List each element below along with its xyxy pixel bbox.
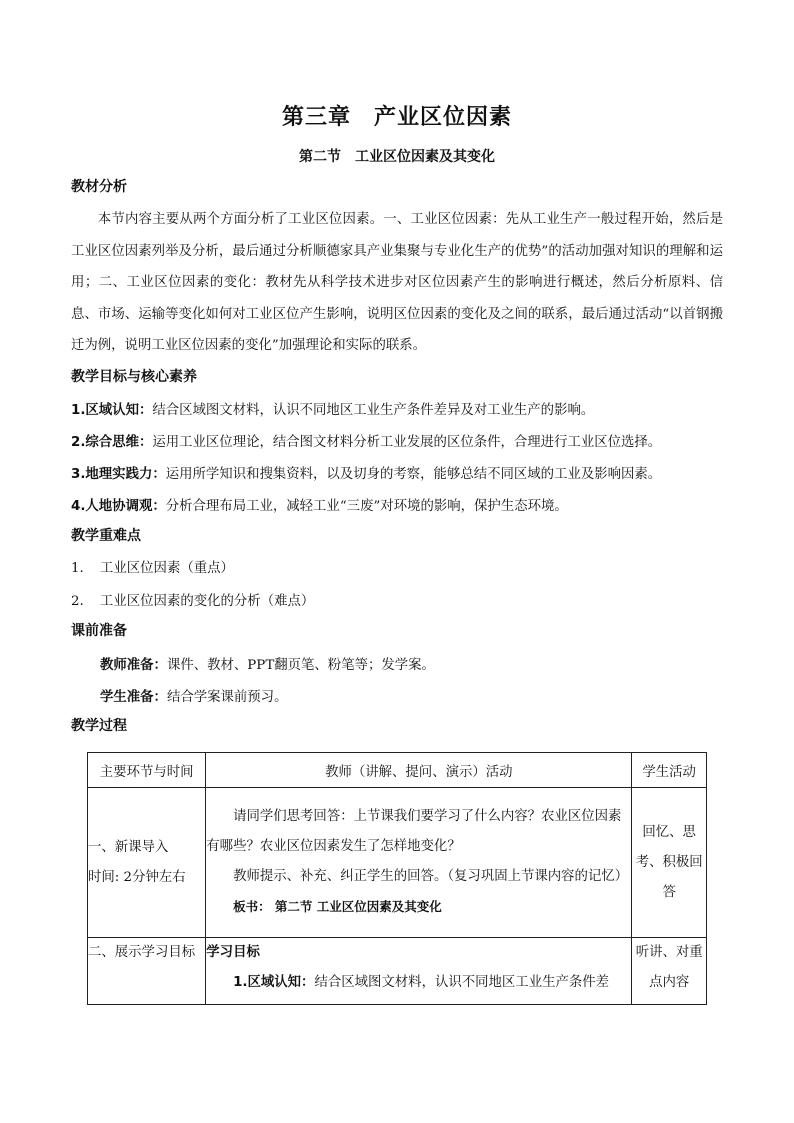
student-preparation xyxy=(100,686,287,705)
table-header-row xyxy=(88,753,707,788)
analysis-heading: 教材分析 xyxy=(71,179,127,195)
key-point-number: 1. xyxy=(71,561,84,576)
board-label: 板书： xyxy=(233,899,271,914)
key-points-heading: 教学重难点 xyxy=(71,528,141,544)
objective-label: 3.地理实践力： xyxy=(71,467,166,482)
process-heading: 教学过程 xyxy=(71,718,127,734)
teacher-activity-cell xyxy=(206,938,632,1005)
student-prep-label: 学生准备： xyxy=(100,690,167,705)
stage-cell: 二、展示学习目标 xyxy=(88,938,206,1005)
objective-text: 运用工业区位理论，结合图文材料分析工业发展的区位条件，合理进行工业区位选择。 xyxy=(152,435,662,450)
key-point-item xyxy=(71,557,234,576)
table-row xyxy=(88,938,707,1005)
goal-label: 1.区域认知： xyxy=(233,975,315,990)
objective-item xyxy=(71,463,661,482)
key-point-item xyxy=(71,590,314,609)
goal-item xyxy=(206,968,631,998)
teacher-prep-label: 教师准备： xyxy=(100,658,167,673)
teacher-feedback: 教师提示、补充、纠正学生的回答。（复习巩固上节课内容的记忆） xyxy=(233,869,629,884)
key-point-number: 2. xyxy=(71,594,84,609)
teacher-preparation xyxy=(100,654,435,673)
student-prep-text: 结合学案课前预习。 xyxy=(166,690,288,705)
teacher-question: 请同学们思考回答：上节课我们要学习了什么内容？农业区位因素有哪些？农业区位因素发生了怎样地变化？ xyxy=(206,809,622,854)
objective-label: 4.人地协调观： xyxy=(71,499,166,514)
teacher-activity-cell xyxy=(206,788,632,938)
objective-label: 1.区域认知： xyxy=(71,403,153,418)
objective-text: 运用所学知识和搜集资料，以及切身的考察，能够总结不同区域的工业及影响因素。 xyxy=(165,467,662,482)
objectives-heading: 教学目标与核心素养 xyxy=(71,369,197,385)
preparation-heading: 课前准备 xyxy=(71,623,127,639)
header-student-activity: 学生活动 xyxy=(632,753,707,788)
board-writing xyxy=(206,892,631,923)
objective-text: 分析合理布局工业，减轻工业“三废”对环境的影响，保护生态环境。 xyxy=(165,499,568,514)
objective-item xyxy=(71,431,661,450)
student-activity-cell: 回忆、思考、积极回答 xyxy=(632,788,707,938)
objective-text: 结合区域图文材料，认识不同地区工业生产条件差异及对工业生产的影响。 xyxy=(152,403,595,418)
objective-label: 2.综合思维： xyxy=(71,435,153,450)
header-stage-time: 主要环节与时间 xyxy=(88,753,206,788)
teacher-prep-text: 课件、教材、PPT翻页笔、粉笔等；发学案。 xyxy=(166,658,435,673)
objective-item xyxy=(71,399,594,418)
stage-time: 时间: 2分钟左右 xyxy=(88,869,186,885)
key-point-text: 工业区位因素（重点） xyxy=(100,561,234,576)
section-title: 第二节 工业区位因素及其变化 xyxy=(299,149,495,165)
board-text: 第二节 工业区位因素及其变化 xyxy=(274,899,442,914)
goal-heading: 学习目标 xyxy=(206,945,260,960)
stage-name: 一、新课导入 xyxy=(88,839,169,855)
key-point-text: 工业区位因素的变化的分析（难点） xyxy=(100,594,315,609)
header-teacher-activity: 教师（讲解、提问、演示）活动 xyxy=(206,753,632,788)
stage-cell xyxy=(88,788,206,938)
teaching-process-table xyxy=(87,752,707,1005)
table-row xyxy=(88,788,707,938)
chapter-title: 第三章 产业区位因素 xyxy=(281,105,512,130)
analysis-paragraph: 本节内容主要从两个方面分析了工业区位因素。一、工业区位因素：先从工业生产一般过程开始，然后是工业区位因素列举及分析，最后通过分析顺德家具产业集聚与专业化生产的优势”的活动加强对知识的理解和运用；二、工业区位因素的变化：教材先从科学技术进步对区位因素产生的影响进行概述，然后分析原料、信息、市场、运输等变化如何对工业区位产生影响，说明区位因素的变化及之间的联系，最后通过活动“以首钢搬迁为例，说明工业区位因素的变化”加强理论和实际的联系。 xyxy=(71,212,723,353)
goal-text: 结合区域图文材料，认识不同地区工业生产条件差 xyxy=(314,975,610,990)
student-activity-cell: 听讲、对重点内容 xyxy=(632,938,707,1005)
objective-item xyxy=(71,495,568,514)
